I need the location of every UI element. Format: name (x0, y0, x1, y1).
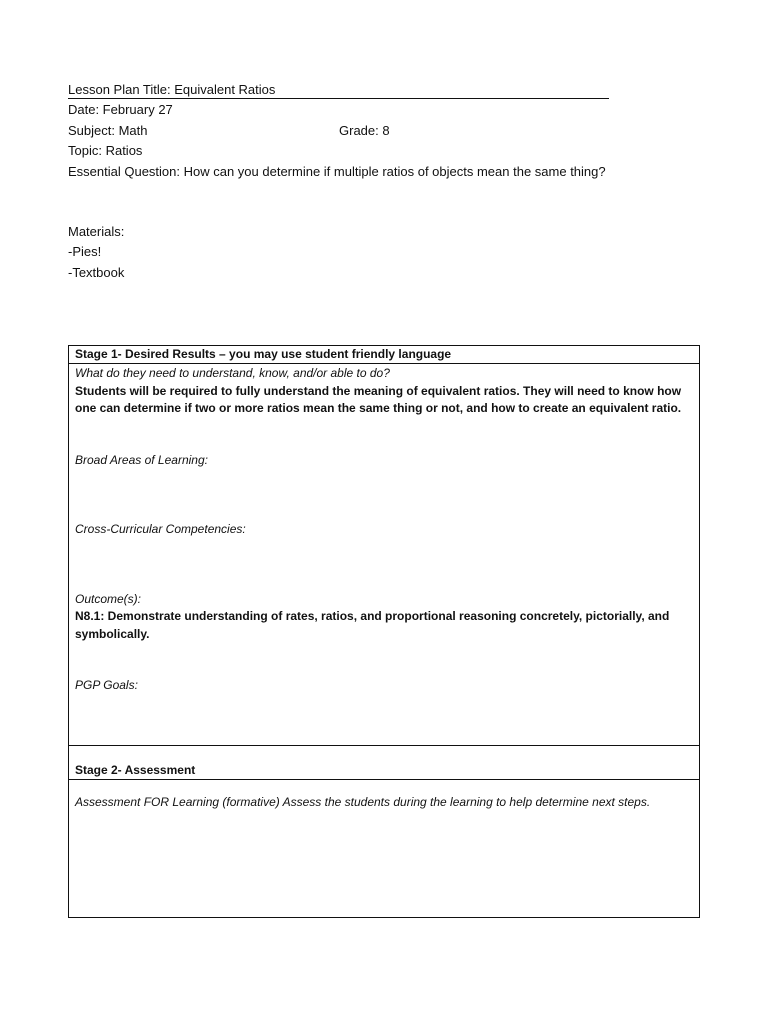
lesson-grade: Grade: 8 (339, 122, 390, 138)
lesson-topic: Topic: Ratios (68, 143, 143, 159)
materials-heading: Materials: (68, 224, 125, 239)
outcome-code: N8.1: (75, 609, 105, 623)
stage1-prompt: What do they need to understand, know, and/or able to do? (75, 366, 390, 380)
lesson-title: Lesson Plan Title: Equivalent Ratios (68, 81, 609, 99)
lesson-subject: Subject: Math (68, 122, 148, 138)
outcome-text: Demonstrate understanding of rates, ratios, and proportional reasoning concretely, pictorially, and symbolically. (75, 609, 670, 641)
stage1-heading: Stage 1- Desired Results – you may use student friendly language (69, 346, 699, 364)
materials-section (68, 222, 124, 283)
outcome-item (75, 608, 693, 643)
material-item: -Textbook (68, 264, 125, 280)
stage1-content (69, 364, 699, 695)
title-row (68, 80, 708, 100)
pgp-goals-label: PGP Goals: (75, 678, 138, 692)
stage2-table (68, 745, 700, 918)
material-item: -Pies! (68, 244, 102, 260)
broad-areas-label: Broad Areas of Learning: (75, 452, 208, 467)
stage1-answer: Students will be required to fully understand the meaning of equivalent ratios. They will need to know how one can determine if two or more ratios mean the same thing or not, and how to create an equivalent ratio. (75, 383, 682, 415)
essential-question: Essential Question: How can you determine if multiple ratios of objects mean the same thing? (68, 163, 606, 179)
cross-curricular-label: Cross-Curricular Competencies: (75, 522, 246, 536)
formative-assessment: Assessment FOR Learning (formative) Assess the students during the learning to help determine next steps. (75, 795, 651, 809)
subject-row (68, 121, 708, 141)
lesson-date: Date: February 27 (68, 102, 173, 118)
stage1-table (68, 345, 700, 746)
lesson-header (68, 80, 708, 182)
stage2-heading: Stage 2- Assessment (69, 746, 699, 780)
outcomes-label: Outcome(s): (75, 591, 142, 606)
